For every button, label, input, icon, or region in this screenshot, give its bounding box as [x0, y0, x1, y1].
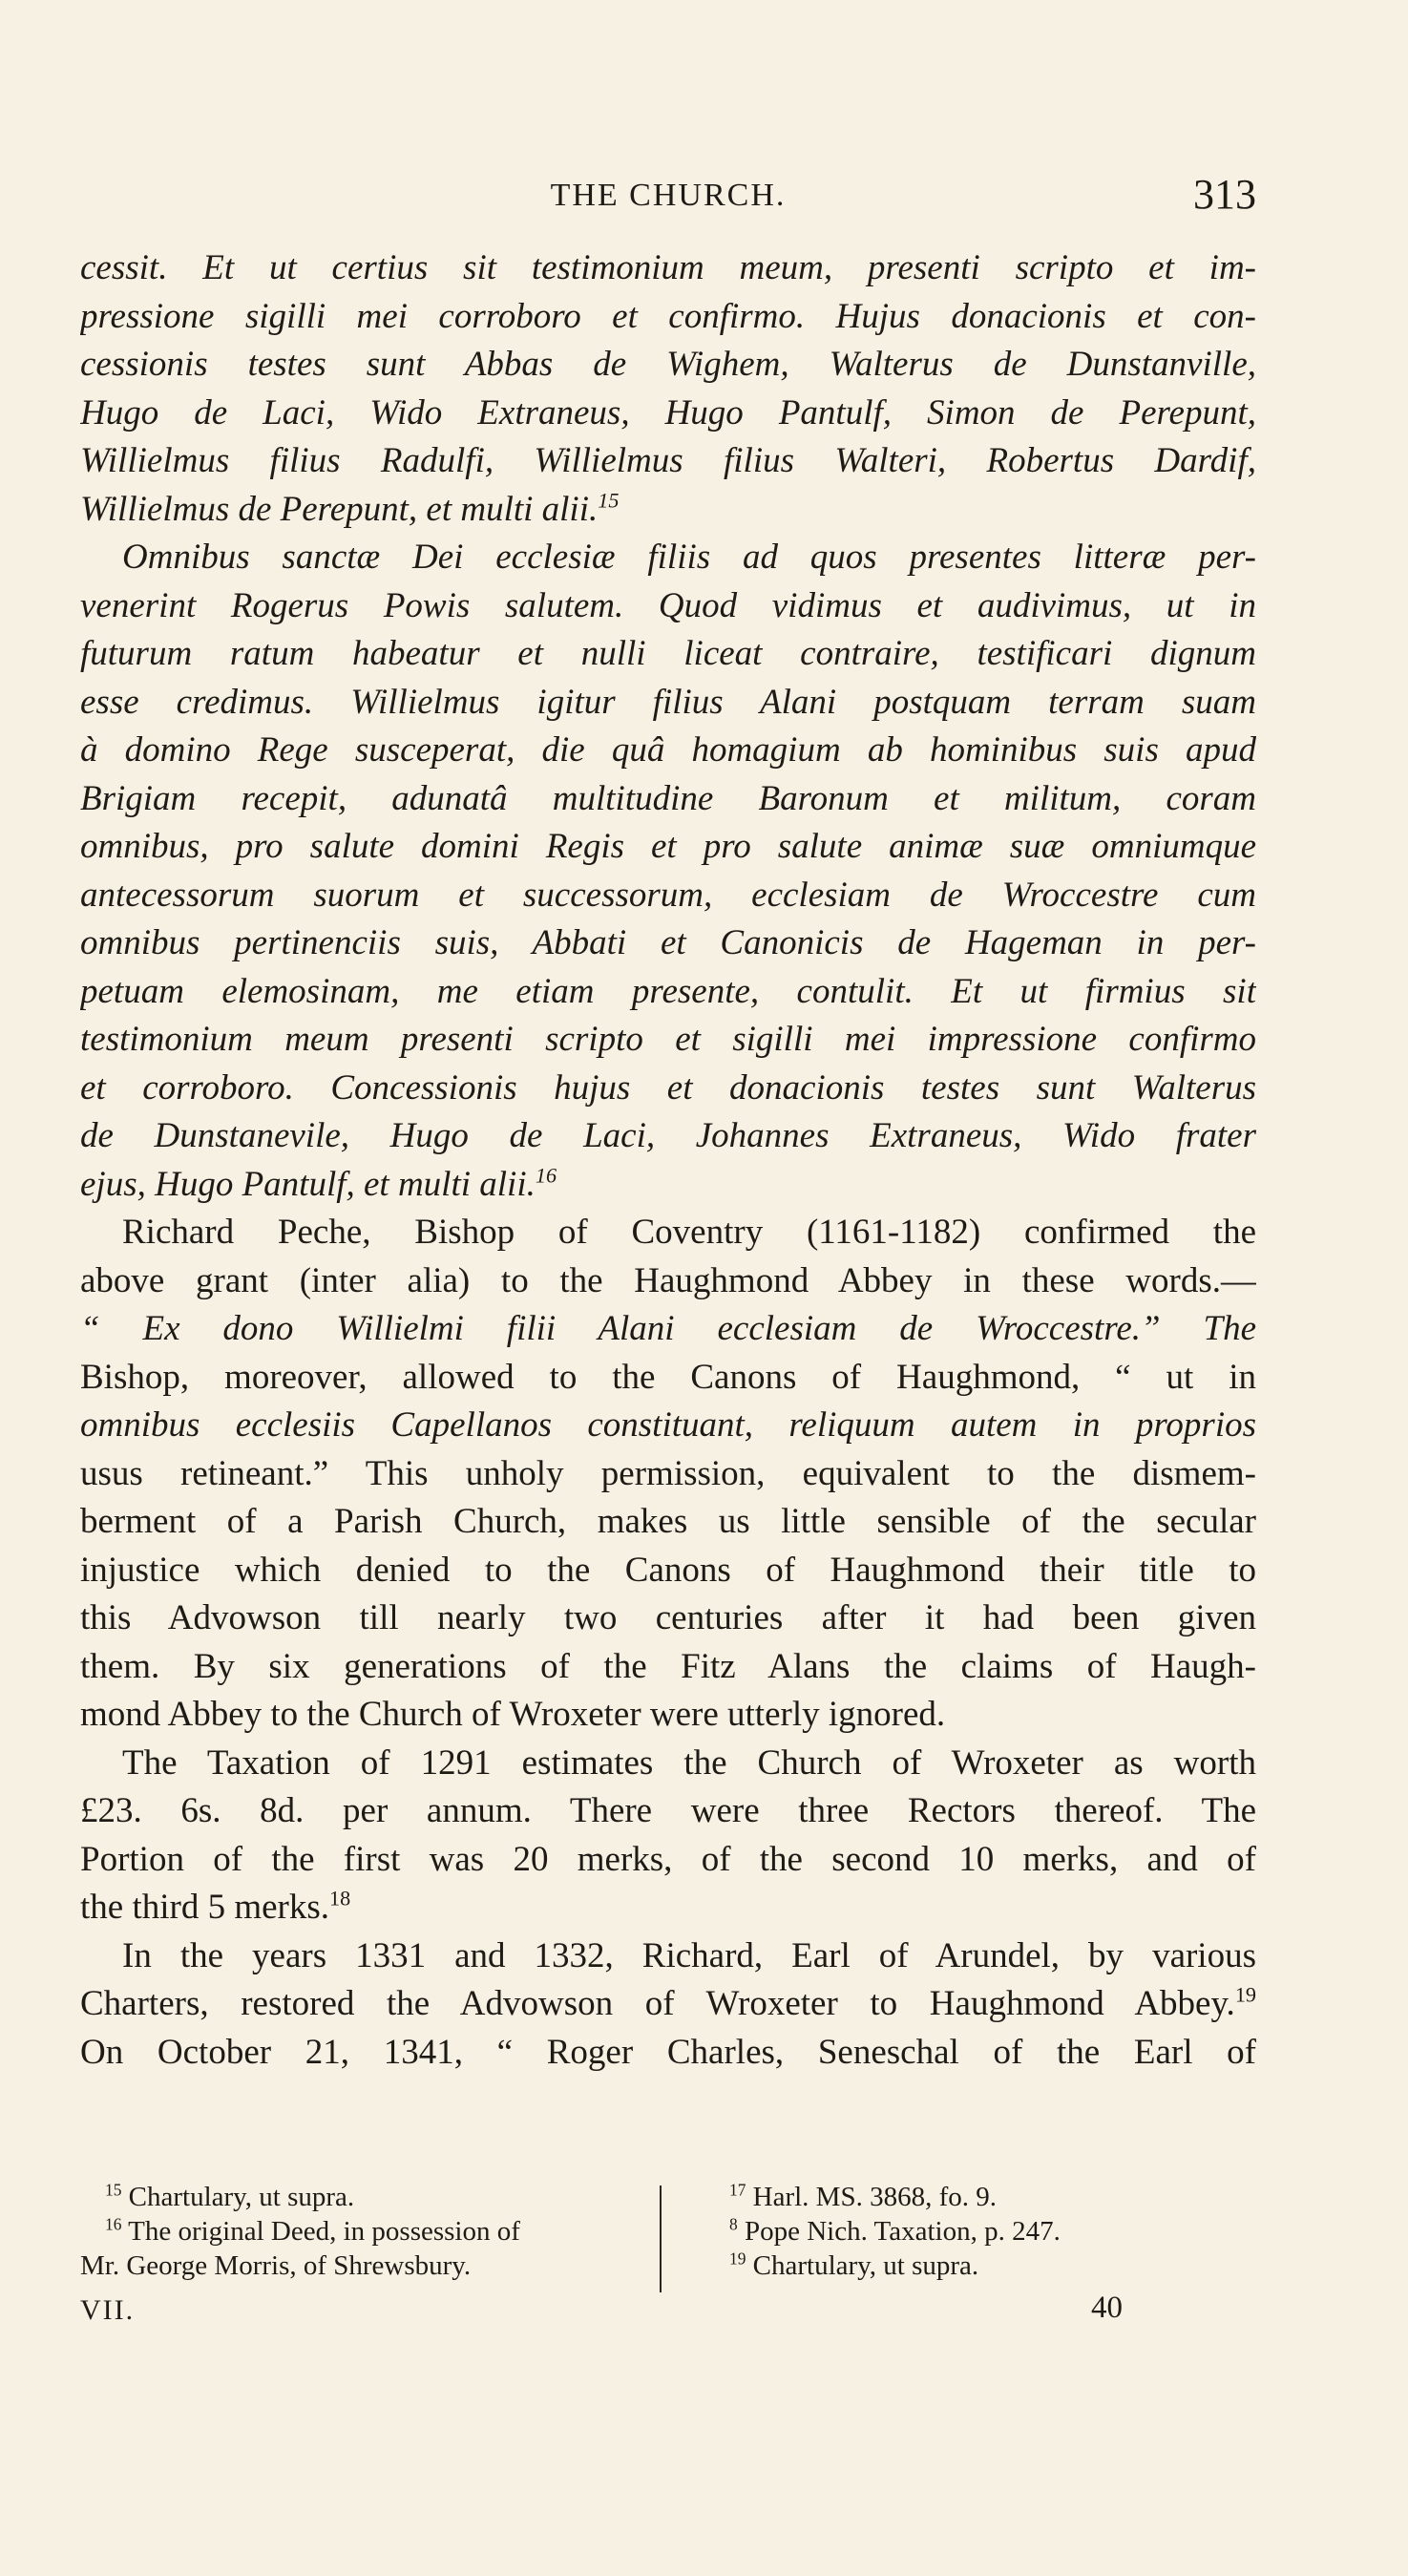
footnote: [80, 2180, 645, 2214]
footnote-text: Chartulary, ut supra.: [752, 2250, 979, 2281]
footnote-number: 19: [729, 2249, 746, 2269]
text-line: [80, 1450, 1256, 1499]
line-text: petuam elemosinam, me etiam presente, contulit. Et ut firmius sit: [80, 971, 1256, 1011]
line-text: à domino Rege susceperat, die quâ homagium ab hominibus suis apud: [80, 730, 1256, 770]
text-line: [80, 1305, 1256, 1354]
page-number: 313: [1193, 171, 1256, 218]
volume-mark: VII.: [80, 2294, 136, 2326]
line-text: ejus, Hugo Pantulf, et multi alii.: [80, 1164, 536, 1204]
line-text: Bishop, moreover, allowed to the Canons of Haughmond, “ ut in: [80, 1357, 1256, 1397]
text-line: [80, 872, 1256, 920]
text-line: [80, 244, 1256, 293]
text-line: [80, 1787, 1256, 1836]
footnote: [80, 2214, 645, 2249]
footnote: [704, 2214, 1256, 2249]
line-text: Hugo de Laci, Wido Extraneus, Hugo Pantulf, Simon de Perepunt,: [80, 392, 1256, 433]
line-text: Richard Peche, Bishop of Coventry (1161-1182) confirmed the: [122, 1213, 1256, 1252]
body-text: [80, 244, 1256, 2077]
text-line: [80, 341, 1256, 390]
text-line: [80, 775, 1256, 824]
signature-line: [80, 2291, 1256, 2333]
line-text: usus retineant.” This unholy permission, equivalent to the dismem-: [80, 1453, 1256, 1493]
line-text: antecessorum suorum et successorum, ecclesiam de Wroccestre cum: [80, 875, 1256, 915]
text-line: [80, 1112, 1256, 1161]
footnotes-right-column: [704, 2180, 1256, 2283]
footnote-marker: 19: [1234, 1982, 1256, 2007]
text-line: [80, 1691, 1256, 1740]
running-head: [80, 170, 1256, 223]
line-text: above grant (inter alia) to the Haughmond Abbey in these words.—: [80, 1260, 1256, 1300]
line-text: pressione sigilli mei corroboro et confirmo. Hujus donacionis et con-: [80, 296, 1256, 336]
text-line: [80, 919, 1256, 968]
text-line: [80, 968, 1256, 1017]
sheet-signature: 40: [1091, 2291, 1123, 2325]
text-line: [80, 1498, 1256, 1547]
text-line: [80, 1209, 1256, 1257]
line-text: venerint Rogerus Powis salutem. Quod vidimus et audivimus, ut in: [80, 585, 1256, 625]
footnote-text: Pope Nich. Taxation, p. 247.: [744, 2216, 1061, 2247]
line-text: mond Abbey to the Church of Wroxeter were utterly ignored.: [80, 1695, 946, 1734]
line-text: the third 5 merks.: [80, 1888, 330, 1927]
running-title: THE CHURCH.: [550, 178, 787, 213]
line-text: In the years 1331 and 1332, Richard, Earl of Arundel, by various: [122, 1935, 1256, 1975]
text-line: [80, 823, 1256, 872]
line-text: £23. 6s. 8d. per annum. There were three Rectors thereof. The: [80, 1791, 1256, 1830]
footnote-marker: 16: [535, 1163, 557, 1188]
text-line: [80, 1884, 1256, 1932]
footnote-number: 16: [105, 2214, 122, 2234]
line-text: testimonium meum presenti scripto et sigilli mei impressione confirmo: [80, 1020, 1256, 1059]
text-line: [80, 534, 1256, 582]
line-text: de Dunstanevile, Hugo de Laci, Johannes Extraneus, Wido frater: [80, 1116, 1256, 1155]
text-line: [80, 1643, 1256, 1692]
text-line: [80, 1354, 1256, 1403]
text-line: [80, 1402, 1256, 1450]
footnotes-left-column: [80, 2180, 645, 2283]
line-text: cessit. Et ut certius sit testimonium meum, presenti scripto et im-: [80, 248, 1256, 287]
line-text: Willielmus de Perepunt, et multi alii.: [80, 489, 599, 529]
text-line: [80, 1932, 1256, 1981]
line-text: berment of a Parish Church, makes us little sensible of the secular: [80, 1502, 1256, 1541]
line-text: cessionis testes sunt Abbas de Wighem, Walterus de Dunstanville,: [80, 345, 1256, 384]
footnote-number: 15: [105, 2180, 122, 2200]
footnote: [704, 2180, 1256, 2214]
footnote-marker: 15: [598, 488, 620, 513]
text-line: [80, 582, 1256, 631]
footnote: [80, 2249, 645, 2283]
text-line: [80, 1547, 1256, 1595]
line-text: Omnibus sanctæ Dei ecclesiæ filiis ad quos presentes litteræ per-: [122, 538, 1256, 577]
line-text: futurum ratum habeatur et nulli liceat contraire, testificari dignum: [80, 634, 1256, 673]
line-text: Charters, restored the Advowson of Wroxeter to Haughmond Abbey.: [80, 1984, 1235, 2023]
text-line: [80, 1257, 1256, 1306]
line-text: On October 21, 1341, “ Roger Charles, Seneschal of the Earl of: [80, 2032, 1256, 2072]
footnote-divider: [660, 2185, 662, 2292]
footnote-text: The original Deed, in possession of: [128, 2216, 520, 2247]
line-text: esse credimus. Willielmus igitur filius Alani postquam terram suam: [80, 682, 1256, 722]
line-text: Portion of the first was 20 merks, of the second 10 merks, and of: [80, 1839, 1256, 1879]
footnote-text: Mr. George Morris, of Shrewsbury.: [80, 2250, 472, 2281]
line-text: omnibus ecclesiis Capellanos constituant, reliquum autem in proprios: [80, 1405, 1256, 1445]
line-text: omnibus, pro salute domini Regis et pro salute animæ suæ omniumque: [80, 827, 1256, 866]
text-line: [80, 1065, 1256, 1113]
text-line: [80, 1594, 1256, 1643]
footnote-number: 8: [729, 2214, 738, 2234]
line-text: Brigiam recepit, adunatâ multitudine Baronum et militum, coram: [80, 778, 1256, 818]
text-line: [80, 1836, 1256, 1885]
text-line: [80, 1016, 1256, 1065]
line-text: Willielmus filius Radulfi, Willielmus filius Walteri, Robertus Dardif,: [80, 441, 1256, 480]
text-line: [80, 630, 1256, 679]
line-text: The Taxation of 1291 estimates the Church of Wroxeter as worth: [122, 1742, 1256, 1783]
footnote-text: Harl. MS. 3868, fo. 9.: [752, 2182, 997, 2212]
text-line: [80, 1740, 1256, 1788]
text-line: [80, 1980, 1256, 2029]
text-line: [80, 390, 1256, 438]
text-line: [80, 293, 1256, 342]
line-text: “ Ex dono Willielmi filii Alani ecclesiam de Wroccestre.” The: [80, 1309, 1256, 1348]
text-line: [80, 727, 1256, 775]
line-text: them. By six generations of the Fitz Alans the claims of Haugh-: [80, 1646, 1256, 1686]
line-text: this Advowson till nearly two centuries after it had been given: [80, 1598, 1256, 1637]
text-line: [80, 679, 1256, 728]
footnote-number: 17: [729, 2180, 746, 2200]
line-text: omnibus pertinenciis suis, Abbati et Canonicis de Hageman in per-: [80, 923, 1256, 962]
line-text: injustice which denied to the Canons of Haughmond their title to: [80, 1550, 1256, 1590]
footnotes: [80, 2180, 1256, 2294]
footnote-text: Chartulary, ut supra.: [128, 2182, 355, 2212]
text-line: [80, 2029, 1256, 2078]
line-text: et corroboro. Concessionis hujus et donacionis testes sunt Walterus: [80, 1067, 1256, 1108]
footnote-marker: 18: [329, 1886, 351, 1911]
text-line: [80, 1161, 1256, 1210]
text-line: [80, 486, 1256, 535]
footnote: [704, 2249, 1256, 2283]
text-line: [80, 437, 1256, 486]
